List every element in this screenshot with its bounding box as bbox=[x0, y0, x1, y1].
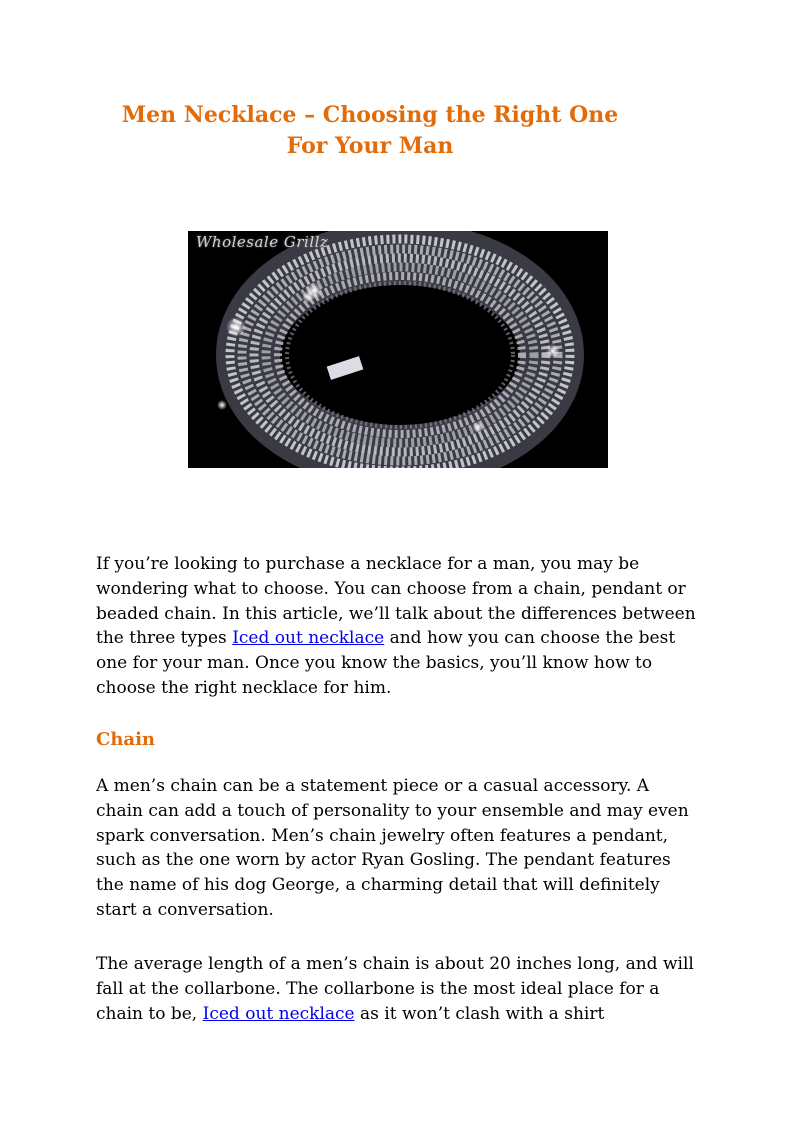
chain-paragraph: A men’s chain can be a statement piece or a casual accessory. A chain can add a touch of personality to your ensemble and may even spark conversation. Men’s chain jewelry often features a pendant, such as the one worn by actor Ryan Gosling. The pendant features the name of his dog George, a charming detail that will definitely start a conversation. bbox=[96, 776, 689, 920]
length-text-2: as it won’t clash with a shirt bbox=[354, 1003, 605, 1024]
chain-length-paragraph bbox=[96, 952, 696, 1026]
intro-text-2: and how you can choose the best one for your man. Once you know the basics, you’ll know how to choose the right necklace for him. bbox=[96, 628, 676, 698]
chain-illustration bbox=[188, 231, 608, 468]
section-heading-chain: Chain bbox=[96, 729, 156, 750]
necklace-photo bbox=[188, 231, 608, 468]
page-title: Men Necklace – Choosing the Right One For Your Man bbox=[121, 102, 619, 159]
iced-out-necklace-link-2[interactable]: Iced out necklace bbox=[202, 1003, 355, 1024]
intro-paragraph bbox=[96, 552, 696, 701]
iced-out-necklace-link[interactable]: Iced out necklace bbox=[232, 628, 385, 649]
length-text-1: The average length of a men’s chain is about 20 inches long, and will fall at the collarbone. The collarbone is the most ideal place for a chain to be, bbox=[96, 954, 694, 1024]
intro-text-1: If you’re looking to purchase a necklace for a man, you may be wondering what to choose. You can choose from a chain, pendant or beaded chain. In this article, we’ll talk about the differences between the three types bbox=[96, 554, 696, 649]
image-watermark: Wholesale Grillz bbox=[196, 233, 329, 251]
